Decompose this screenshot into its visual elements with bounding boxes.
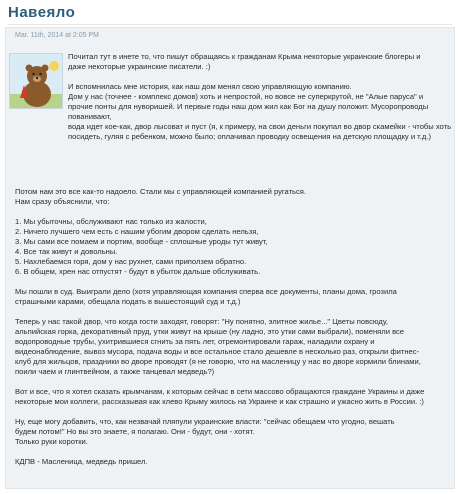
- text-line: видеонаблюдение, вывоз мусора, подача воды и все остальное стало дешевле в несколько раз, открыли фитнес-: [15, 347, 420, 356]
- blog-post: [5, 27, 455, 489]
- bear-icon: [10, 54, 63, 109]
- list-item: 1. Мы убыточны, обслуживают нас только из жалости,: [15, 217, 207, 226]
- list-item: 3. Мы сами все помаем и портим, вообще - сплошные уроды тут живут,: [15, 237, 268, 246]
- text-line: водопроводные трубы, ухитрившиеся сгнить за пять лет, отремонтировали гараж, наладили охрану и: [15, 337, 375, 346]
- header-divider: [8, 24, 452, 25]
- text-line: прочие понты для нуворишей. И первые годы наш дом жил как Бог на душу положит. Мусоропроводы пованивают,: [68, 102, 429, 121]
- list-item: 5. Нахлебаемся горя, дом у нас рухнет, сами приползем обратно.: [15, 257, 247, 266]
- text-line: посидеть, гуляя с ребенком, можно было; оплачивал проводку освещения на детскую площадку и т.д.): [68, 132, 431, 141]
- text-line: Почитал тут в инете то, что пишут обращаясь к гражданам Крыма некоторые украинские блогеры и: [68, 52, 421, 61]
- text-line: страшными карами, обещала подать в вышестоящий суд и т.д.): [15, 297, 241, 306]
- text-line: клуб для жильцов, праздники во дворе проводят (я не говорю, что на масленицу у нас во дворе кормили блинами,: [15, 357, 421, 366]
- text-line: будем потом!" Но вы это знаете, я полагаю. Они - будут, они - хотят.: [15, 427, 255, 436]
- text-line: Дом у нас (точнее - комплекс домов) хоть и непростой, но вовсе не суперкрутой, не "Алые паруса" и: [68, 92, 424, 101]
- text-line: Потом нам это все как-то надоело. Стали мы с управляющей компанией ругаться.: [15, 187, 307, 196]
- text-line: Вот и все, что я хотел сказать крымчанам, к которым сейчас в сети массово обращаются граждане Украины и даже: [15, 387, 425, 396]
- list-item: 4. Все так живут и довольны.: [15, 247, 118, 256]
- text-line: некоторые мои коллеги, рассказывая как клево Крыму жилось на Украине и как страшно и ужасно жить в России. :): [15, 397, 424, 406]
- text-line: Только руки коротки.: [15, 437, 88, 446]
- postscript: КДПВ - Масленица, медведь пришел.: [15, 457, 148, 466]
- text-line: И вспомнилась мне история, как наш дом менял свою управляющую компанию.: [68, 82, 352, 91]
- list-item: 6. В общем, хрен нас отпустят - будут в убыток дальше обслуживать.: [15, 267, 261, 276]
- post-continuation: [15, 187, 451, 467]
- list-item: 2. Ничего лучшего чем есть с нашим убогим двором сделать нельзя,: [15, 227, 259, 236]
- post-userpic: [9, 53, 63, 109]
- text-line: Нам сразу объяснили, что:: [15, 197, 110, 206]
- text-line: Мы пошли в суд. Выиграли дело (хотя управляющая компания сперва все документы, планы дома, грозила: [15, 287, 397, 296]
- text-line: поили чаем и глинтвейном, а также танцевал медведь?): [15, 367, 215, 376]
- post-timestamp: Mar. 11th, 2014 at 2:05 PM: [15, 32, 99, 39]
- post-lead: [68, 52, 452, 142]
- text-line: даже некоторые украинские писатели. :): [68, 62, 211, 71]
- text-line: вода идет кое-как, двор лысоват и пуст (я, к примеру, на свои деньги покупал во двор скамейки - чтобы хоть: [68, 122, 452, 131]
- text-line: Ну, еще могу добавить, что, как незвачай пляпули украинские власти: "сейчас обещаем что угодно, вешать: [15, 417, 395, 426]
- text-line: альпийская горка, декоративный пруд, утки живут на крыше (ну ладно, это утки сами выбрали), поменяли все: [15, 327, 405, 336]
- text-line: Теперь у нас такой двор, что когда гости заходят, говорят: "Ну понятно, элитное жилье..." Цветы повсюду,: [15, 317, 388, 326]
- page-title: Навеяло: [8, 4, 76, 21]
